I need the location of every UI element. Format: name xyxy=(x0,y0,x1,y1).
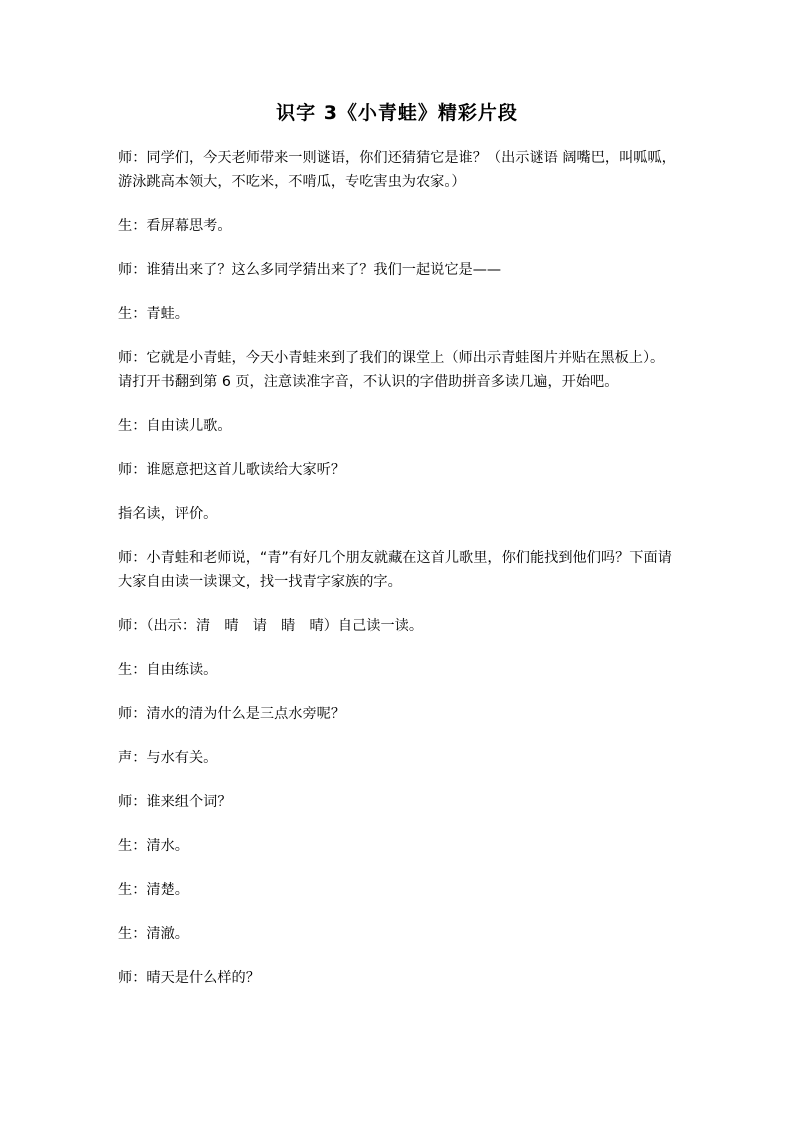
paragraph: 师：它就是小青蛙，今天小青蛙来到了我们的课堂上（师出示青蛙图片并贴在黑板上）。请打开书翻到第 6 页，注意读准字音，不认识的字借助拼音多读几遍，开始吧。 xyxy=(118,350,665,390)
paragraph: 指名读，评价。 xyxy=(118,506,218,522)
document-body xyxy=(118,146,678,1010)
paragraph: 师：（出示：清 晴 请 睛 晴）自己读一读。 xyxy=(118,618,424,634)
document-title: 识字 3《小青蛙》精彩片段 xyxy=(276,102,518,124)
paragraph: 生：看屏幕思考。 xyxy=(118,218,232,234)
paragraph: 师：谁愿意把这首儿歌读给大家听？ xyxy=(118,462,346,478)
paragraph: 师：谁猜出来了？这么多同学猜出来了？我们一起说它是—— xyxy=(118,262,502,278)
paragraph: 生：自由读儿歌。 xyxy=(118,418,232,434)
paragraph: 师：同学们，今天老师带来一则谜语，你们还猜猜它是谁？（出示谜语 阔嘴巴，叫呱呱，游泳跳高本领大，不吃米，不啃瓜，专吃害虫为农家。） xyxy=(118,150,676,190)
paragraph: 生：青蛙。 xyxy=(118,306,189,322)
paragraph: 生：清水。 xyxy=(118,838,189,854)
paragraph: 师：小青蛙和老师说，“青”有好几个朋友就藏在这首儿歌里，你们能找到他们吗？下面请大家自由读一读课文，找一找青字家族的字。 xyxy=(118,550,672,590)
paragraph: 师：晴天是什么样的？ xyxy=(118,970,260,986)
paragraph: 生：自由练读。 xyxy=(118,662,218,678)
paragraph: 声：与水有关。 xyxy=(118,750,218,766)
paragraph: 师：谁来组个词？ xyxy=(118,794,232,810)
paragraph: 师：清水的清为什么是三点水旁呢？ xyxy=(118,706,346,722)
paragraph: 生：清楚。 xyxy=(118,882,189,898)
paragraph: 生：清澈。 xyxy=(118,926,189,942)
